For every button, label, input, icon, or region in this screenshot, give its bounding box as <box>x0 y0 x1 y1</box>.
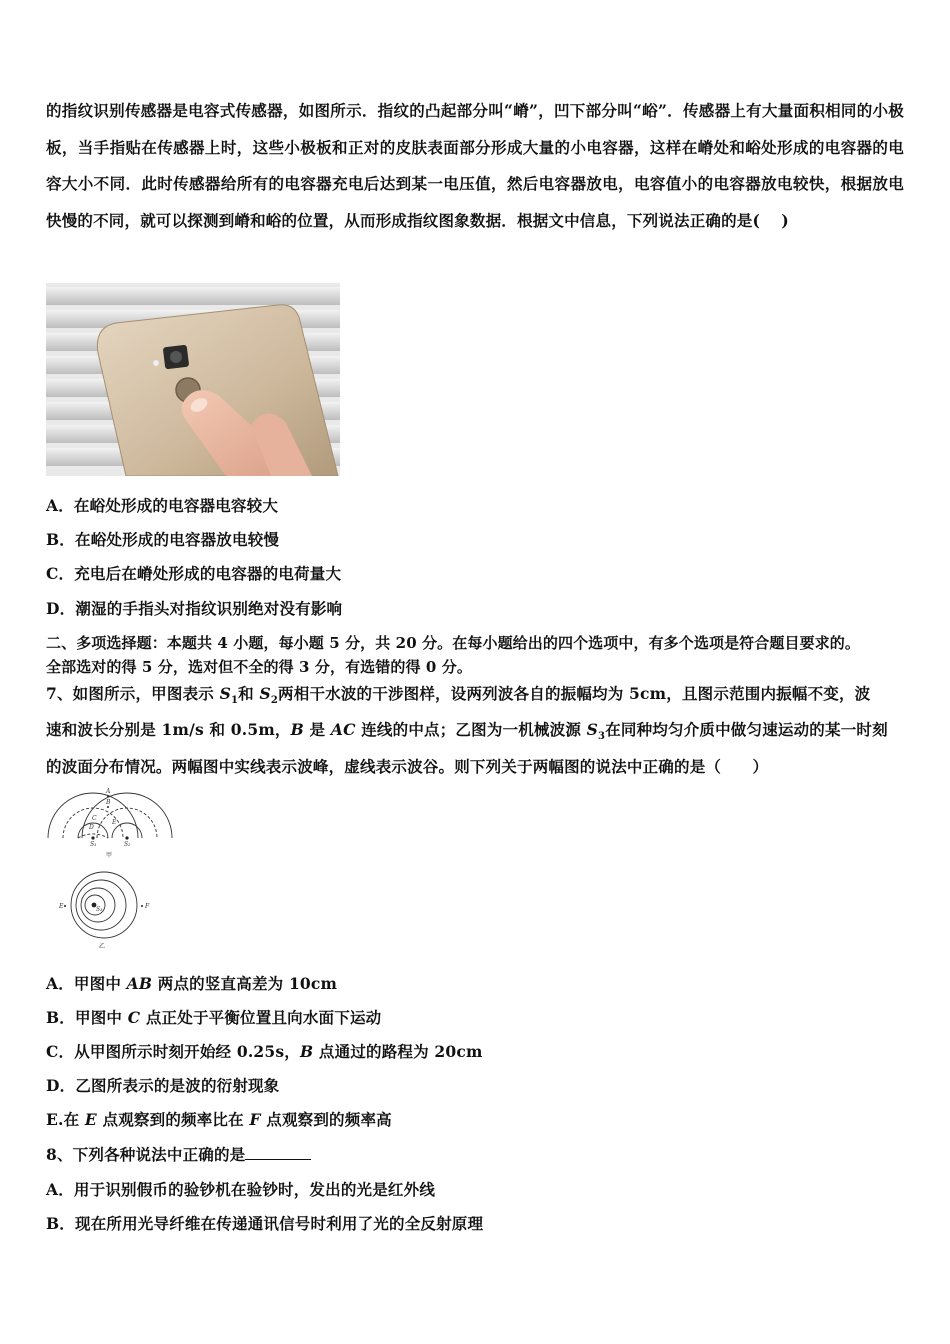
q7-option-a-text: A．甲图中 <box>46 974 127 993</box>
q7-s2-sub: 2 <box>270 695 279 707</box>
q7-point-b: B <box>290 720 304 739</box>
q7-option-d: D．乙图所表示的是波的衍射现象 <box>46 1076 280 1095</box>
q7-text: 是 <box>303 720 331 739</box>
diagram1-caption: 甲 <box>106 852 113 859</box>
q7-line-ac: AC <box>330 720 356 739</box>
q7-text: 连线的中点；乙图为一机械波源 <box>355 720 587 739</box>
diagram2-label-s3: S₃ <box>96 906 103 913</box>
q7-option-c-text: C．从甲图所示时刻开始经 0.25s， <box>46 1042 301 1061</box>
diagram1-label-s2: S₂ <box>124 841 131 848</box>
q8-stem <box>46 1143 311 1165</box>
q6-option-b: B．在峪处形成的电容器放电较慢 <box>46 530 280 549</box>
q8-answer-blank <box>245 1145 311 1160</box>
moving-source-diagram <box>58 868 156 950</box>
diagram1-label-e: E <box>112 819 117 826</box>
diagram1-label-s1: S₁ <box>90 841 97 848</box>
q6-stem: 的指纹识别传感器是电容式传感器，如图所示．指纹的凸起部分叫“嵴”，凹下部分叫“峪”．传感器上有大量面积相同的小极板，当手指贴在传感器上时，这些小极板和正对的皮肤表面部分形成大量的小电容器，这样在嵴处和峪处形成的电容器的电容大小不同．此时传感器给所有的电容器充电后达到某一电压值，然后电容器放电，电容值小的电容器放电较快，根据放电快慢的不同，就可以探测到嵴和峪的位置，从而形成指纹图象数据．根据文中信息，下列说法正确的是( ) <box>46 101 904 230</box>
q7-s3-sub: 3 <box>598 731 606 743</box>
q7-option-b-point: C <box>127 1008 141 1027</box>
q6-option-a: A．在峪处形成的电容器电容较大 <box>46 496 279 515</box>
section-2-line-1: 二、多项选择题：本题共 4 小题，每小题 5 分，共 20 分。在每小题给出的四个选项中，有多个选项是符合题目要求的。 <box>46 634 860 652</box>
diagram1-label-d: D <box>89 824 94 831</box>
point-b <box>107 806 109 808</box>
q6-option-d: D．潮湿的手指头对指纹识别绝对没有影响 <box>46 599 343 618</box>
q7-option-a-text: 两点的竖直高差为 10cm <box>152 974 338 993</box>
q7-option-c-point: B <box>300 1042 314 1061</box>
diagram2-label-e: E <box>59 903 64 910</box>
q7-option-e-text: 点观察到的频率比在 <box>96 1110 250 1129</box>
q8-option-b: B．现在所用光导纤维在传递通讯信号时利用了光的全反射原理 <box>46 1214 484 1233</box>
q7-s2: S <box>259 684 271 703</box>
q7-text: 7、如图所示，甲图表示 <box>46 684 220 703</box>
q8-stem-text: 8、下列各种说法中正确的是 <box>46 1145 246 1164</box>
diagram2-label-f: F <box>145 903 150 910</box>
q7-text: 在同种均匀介质中做匀速运动的某一时刻 <box>605 720 888 739</box>
source-s2 <box>125 836 128 839</box>
q7-stem-line-3: 的波面分布情况。两幅图中实线表示波峰，虚线表示波谷。则下列关于两幅图的说法中正确的是（ ） <box>46 757 769 776</box>
q7-stem-line-2 <box>46 718 888 742</box>
q7-s1-sub: 1 <box>231 695 239 707</box>
section-2-heading <box>46 631 916 679</box>
q7-text: 和 <box>238 684 260 703</box>
q7-stem-line-1 <box>46 682 870 706</box>
diagram1-label-b: B <box>106 799 111 806</box>
q7-option-e-text: 点观察到的频率高 <box>260 1110 392 1129</box>
point-a <box>107 795 109 797</box>
q7-text: 两相干水波的干涉图样，设两列波各自的振幅均为 5cm，且图示范围内振幅不变，波 <box>278 684 871 703</box>
q7-option-a-points: AB <box>126 974 153 993</box>
q7-option-b-text: B．甲图中 <box>46 1008 128 1027</box>
q7-option-c-text: 点通过的路程为 20cm <box>313 1042 483 1061</box>
q7-option-e-point-e: E <box>84 1110 97 1129</box>
q7-s3: S <box>586 720 599 739</box>
q7-text: 速和波长分别是 1m/s 和 0.5m， <box>46 720 291 739</box>
fingerprint-phone-photo <box>46 283 340 476</box>
diagram2-caption: 乙 <box>99 943 106 950</box>
section-2-line-2: 全部选对的得 5 分，选对但不全的得 3 分，有选错的得 0 分。 <box>46 658 472 676</box>
q7-option-c <box>46 1040 483 1062</box>
phone-photo-svg <box>46 283 340 476</box>
q7-option-e <box>46 1108 392 1130</box>
q7-option-e-point-f: F <box>249 1110 261 1129</box>
diagram1-label-c: C <box>92 815 97 822</box>
q8-option-a: A．用于识别假币的验钞机在验钞时，发出的光是红外线 <box>46 1180 436 1199</box>
q6-option-c: C．充电后在嵴处形成的电容器的电荷量大 <box>46 564 342 583</box>
q7-option-b <box>46 1006 381 1028</box>
q7-option-e-text: E.在 <box>46 1110 85 1129</box>
interference-diagram <box>44 784 176 862</box>
q7-option-a <box>46 972 337 994</box>
q7-s1: S <box>219 684 231 703</box>
q7-option-b-text: 点正处于平衡位置且向水面下运动 <box>140 1008 382 1027</box>
source-s1 <box>91 836 94 839</box>
diagram1-label-a: A <box>106 788 111 795</box>
